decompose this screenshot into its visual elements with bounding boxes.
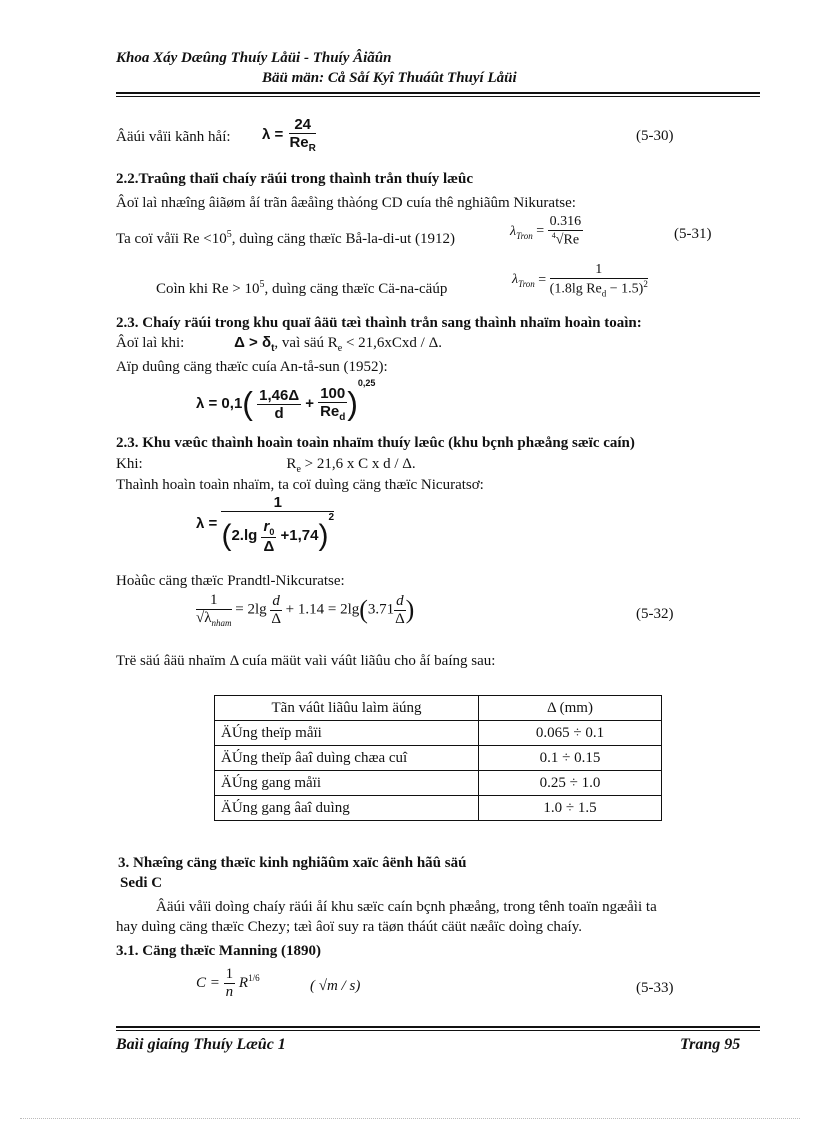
- para-altshul: Aïp duûng cäng thæïc cuía An-tå-sun (1952):: [116, 359, 388, 375]
- table-row: [215, 721, 662, 746]
- header-line-1: Khoa Xáy Dæûng Thuíy Låüi - Thuíy Âiãûn: [116, 50, 392, 66]
- heading-3: 3. Nhæîng cäng thæïc kinh nghiãûm xaïc âënh hãû säú: [118, 855, 467, 871]
- table-cell-delta: 0.25 ÷ 1.0: [479, 771, 662, 796]
- table-cell-material: ÄÚng theïp måïi: [215, 721, 479, 746]
- header-rule: [116, 92, 760, 94]
- para-roughness-table-intro: Trë säú âäü nhaïm Δ cuía mäüt vaìi váût liãûu cho åí baíng sau:: [116, 653, 496, 669]
- para-nikuratse: Âoï laì nhæîng âiãøm åí trãn âæåìng thàóng CD cuía thê nghiãûm Nikuratse:: [116, 195, 576, 211]
- table-header-delta: Δ (mm): [479, 696, 662, 721]
- table-cell-delta: 0.1 ÷ 0.15: [479, 746, 662, 771]
- para-condition: Âoï laì khi: $\Delta > \delta_t$, vaì säú $R_e$ < 21,6xCxd / Δ.: [116, 334, 442, 354]
- roughness-table: [214, 695, 662, 821]
- heading-3-cont: Sedi C: [120, 875, 163, 891]
- eq-number-5-30: (5-30): [636, 128, 674, 144]
- page-bottom-dots: [20, 1118, 800, 1119]
- heading-3-1: 3.1. Cäng thæïc Manning (1890): [116, 943, 322, 959]
- table-cell-material: ÄÚng theïp âaî duìng chæa cuî: [215, 746, 479, 771]
- table-header-material: Tãn váût liãûu laìm äúng: [215, 696, 479, 721]
- para-konakov: Coìn khi $Re > 10^5$, duìng cäng thæïc Cä-na-cäúp: [156, 279, 448, 297]
- table-cell-material: ÄÚng gang måïi: [215, 771, 479, 796]
- eq-number-5-31: (5-31): [674, 226, 712, 242]
- heading-2-3-transition: 2.3. Chaíy räúi trong khu quaï âäü tæì thaình trån sang thaình nhaïm hoaìn toaìn:: [116, 315, 642, 331]
- header-line-2: Bäü män: Cå Såí Kyî Thuáût Thuyí Låüi: [262, 70, 517, 86]
- footer-rule: [116, 1026, 760, 1028]
- para-nikuradse: Thaình hoaìn toaìn nhaïm, ta coï duìng cäng thæïc Nicuratsơ:: [116, 477, 484, 493]
- formula-altshul: λ = 0,1( $\frac{1,46\Delta}{d}$ + $\frac{100}{Re_d}$ )$^{0,25}$: [196, 378, 376, 424]
- table-row: [215, 746, 662, 771]
- footer-page-number: Trang 95: [680, 1036, 741, 1053]
- table-header-row: [215, 696, 662, 721]
- table-cell-delta: 1.0 ÷ 1.5: [479, 796, 662, 821]
- para-open-channel: Âäúi våïi kãnh håí:: [116, 129, 231, 145]
- formula-konakov: $\lambda_{Tron}$ = $\frac{1}{(1.8\lg Re_d - 1.5)^2}$: [512, 262, 648, 299]
- footer-course: Baìi giaíng Thuíy Læûc 1: [116, 1036, 286, 1053]
- heading-2-2: 2.2.Traûng thaïi chaíy räúi trong thaình trån thuíy læûc: [116, 171, 473, 187]
- para-rough-condition: Khi: $R_e > 21,6$ x C x d / Δ.: [116, 456, 416, 475]
- para-chezy-2: hay duìng cäng thæïc Chezy; tæì âoï suy ra täøn tháút cäüt næåïc doìng chaíy.: [116, 919, 582, 935]
- footer-rule-thin: [116, 1030, 760, 1031]
- formula-nikuradse: λ = 1 (2.lg $\frac{r_0}{\Delta}$ +1,74)$^2$: [196, 494, 335, 555]
- formula-5-33: C = $\frac{1}{n}$ $R^{1/6}$: [196, 966, 260, 1000]
- header-rule-thin: [116, 96, 760, 97]
- table-cell-material: ÄÚng gang âaî duìng: [215, 796, 479, 821]
- table-row: [215, 771, 662, 796]
- para-chezy-1: Âäúi våïi doìng chaíy räúi åí khu sæïc caín bçnh phæång, trong tênh toaïn ngæåìi ta: [156, 899, 657, 915]
- formula-5-33-unit: ( √m / s): [310, 978, 361, 994]
- heading-2-3-rough: 2.3. Khu væûc thaình hoaìn toaìn nhaïm thuíy læûc (khu bçnh phæång sæïc caín): [116, 435, 635, 451]
- eq-number-5-32: (5-32): [636, 606, 674, 622]
- eq-number-5-33: (5-33): [636, 980, 674, 996]
- formula-5-31: $\lambda_{Tron}$ = $\frac{0.316}{^4√Re}$: [510, 214, 582, 248]
- para-blasius: Ta coï våïi $Re <10^5$, duìng cäng thæïc Bå-la-di-ut (1912): [116, 229, 455, 247]
- formula-5-30: λ = $\frac{24}{Re_R}$: [262, 116, 316, 154]
- table-cell-delta: 0.065 ÷ 0.1: [479, 721, 662, 746]
- table-row: [215, 796, 662, 821]
- formula-5-32: $\frac{1}{√\lambda_{nham}}$ = 2lg $\frac{d}{\Delta}$ + 1.14 = 2lg(3.71 $\frac{d}{\Delta}$ ): [196, 592, 415, 628]
- para-prandtl: Hoàûc cäng thæïc Prandtl-Nikcuratse:: [116, 573, 345, 589]
